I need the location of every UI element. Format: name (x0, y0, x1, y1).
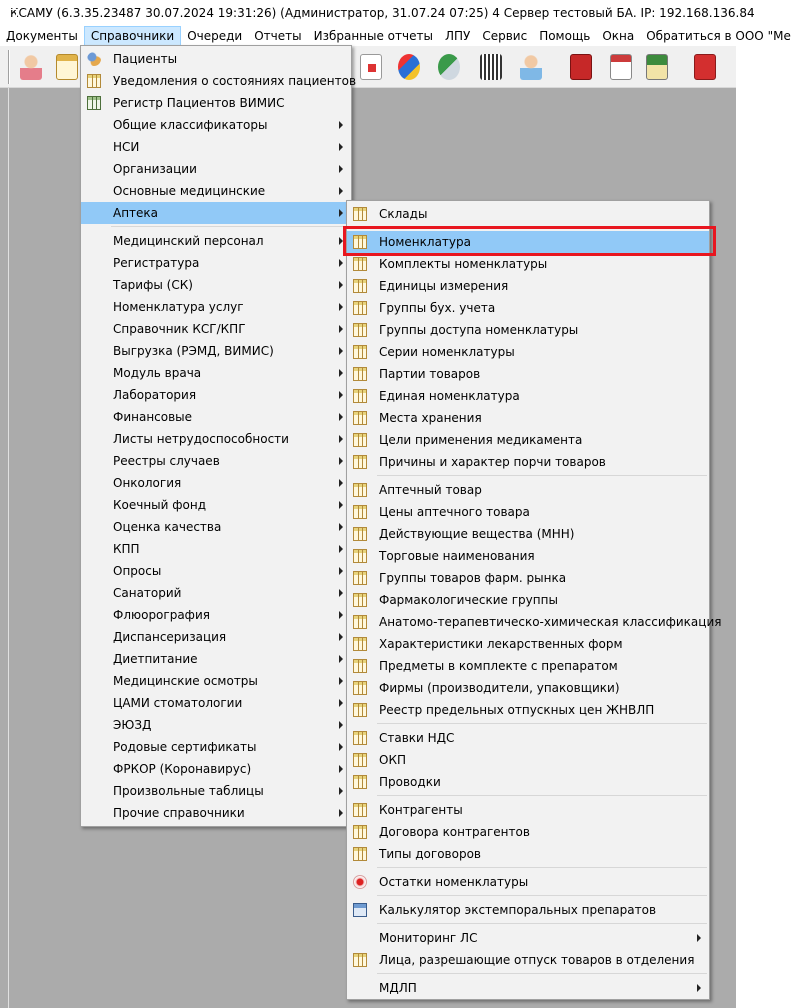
menu-item-label: Группы товаров фарм. рынка (379, 571, 567, 585)
menu-item-label: Договора контрагентов (379, 825, 530, 839)
menu-item-postings[interactable] (347, 771, 709, 793)
menu-item-label: Онкология (113, 476, 182, 490)
menu-help[interactable]: Помощь (539, 29, 591, 43)
menu-item-label: КПП (113, 542, 140, 556)
menu-bar (0, 26, 791, 46)
menu-item-label: Коечный фонд (113, 498, 207, 512)
grid-icon (353, 847, 367, 861)
grid-icon (353, 637, 367, 651)
menu-item-nomenclature[interactable] (347, 231, 709, 253)
submenu-arrow-icon (339, 281, 343, 289)
grid-icon (353, 571, 367, 585)
menu-item-label: Диетпитание (113, 652, 198, 666)
menu-item-label: Аптечный товар (379, 483, 482, 497)
menu-item-contract-types[interactable] (347, 843, 709, 865)
menu-item-label: Комплекты номенклатуры (379, 257, 548, 271)
submenu-arrow-icon (339, 787, 343, 795)
submenu-arrow-icon (339, 721, 343, 729)
submenu-arrow-icon (339, 209, 343, 217)
menu-item-label: Общие классификаторы (113, 118, 268, 132)
menu-item-nomenclature-kits[interactable] (347, 253, 709, 275)
pharmacy-submenu (346, 200, 722, 1000)
menu-item-basic-medical[interactable] (81, 180, 351, 202)
menu-item-drug-monitoring[interactable] (347, 927, 709, 949)
grid-icon (353, 527, 367, 541)
menu-item-label: Справочник КСГ/КПГ (113, 322, 246, 336)
menu-item-label: ОКП (379, 753, 406, 767)
menu-item-label: Причины и характер порчи товаров (379, 455, 606, 469)
doctor-icon[interactable] (16, 52, 46, 82)
menu-item-dosage-form-characteristics[interactable] (347, 633, 709, 655)
menu-item-label: Реестры случаев (113, 454, 220, 468)
menu-item-kpp[interactable] (81, 538, 351, 560)
menu-item-extemporaneous-calculator[interactable] (347, 899, 709, 921)
menu-item-label: Основные медицинские (113, 184, 266, 198)
submenu-arrow-icon (339, 435, 343, 443)
users-icon (87, 52, 101, 66)
menu-item-label: Лаборатория (113, 388, 197, 402)
menu-windows[interactable]: Окна (602, 29, 635, 43)
submenu-arrow-icon (339, 259, 343, 267)
menu-item-label: Анатомо-терапевтическо-химическая классификация (379, 615, 722, 629)
menu-favorite-reports[interactable]: Избранные отчеты (313, 29, 433, 43)
menu-item-trade-names[interactable] (347, 545, 709, 567)
menu-item-warehouses[interactable] (347, 203, 709, 225)
menu-item-label: Уведомления о состояниях пациентов (113, 74, 357, 88)
menu-item-pharmacological-groups[interactable] (347, 589, 709, 611)
menu-item-label: Финансовые (113, 410, 193, 424)
menu-item-label: Цены аптечного товара (379, 505, 530, 519)
barcode-scanner-icon[interactable] (476, 52, 506, 82)
submenu-arrow-icon (339, 413, 343, 421)
menu-item-label: Группы доступа номенклатуры (379, 323, 579, 337)
submenu-arrow-icon (339, 303, 343, 311)
grid-icon (353, 483, 367, 497)
grid-icon (353, 301, 367, 315)
menu-item-dispensary[interactable] (81, 626, 351, 648)
submenu-arrow-icon (339, 187, 343, 195)
grid-icon (353, 803, 367, 817)
menu-item-label: Фирмы (производители, упаковщики) (379, 681, 620, 695)
menu-item-label: Аптека (113, 206, 159, 220)
menu-contact[interactable]: Обратиться в ООО "Ме (646, 29, 791, 43)
menu-item-counterparty-contracts[interactable] (347, 821, 709, 843)
menu-item-counterparties[interactable] (347, 799, 709, 821)
submenu-arrow-icon (339, 501, 343, 509)
submenu-arrow-icon (339, 567, 343, 575)
window-title: КСАМУ (6.3.35.23487 30.07.2024 19:31:26) (Администратор, 31.07.24 07:25) 4 Сервер тестовый БА. IP: 192.168.136.84 (10, 6, 755, 20)
submenu-arrow-icon (339, 237, 343, 245)
submenu-arrow-icon (339, 479, 343, 487)
grid-icon (353, 323, 367, 337)
menu-item-unified-nomenclature[interactable] (347, 385, 709, 407)
menu-item-label: Группы бух. учета (379, 301, 496, 315)
menu-item-custom-tables[interactable] (81, 780, 351, 802)
menu-item-label: Ставки НДС (379, 731, 455, 745)
submenu-arrow-icon (339, 391, 343, 399)
menu-service[interactable]: Сервис (482, 29, 528, 43)
menu-item-label: Предметы в комплекте с препаратом (379, 659, 618, 673)
menu-item-pharma-market-groups[interactable] (347, 567, 709, 589)
submenu-arrow-icon (339, 545, 343, 553)
grid-icon (353, 257, 367, 271)
menu-item-label: Медицинский персонал (113, 234, 264, 248)
submenu-arrow-icon (339, 121, 343, 129)
menu-item-medical-staff[interactable] (81, 230, 351, 252)
grid-icon (353, 615, 367, 629)
menu-item-export[interactable] (81, 340, 351, 362)
grid-icon (353, 731, 367, 745)
menu-item-quality-assessment[interactable] (81, 516, 351, 538)
menu-item-label: Лица, разрешающие отпуск товаров в отделения (379, 953, 695, 967)
menu-item-label: Произвольные таблицы (113, 784, 264, 798)
grid-icon (353, 389, 367, 403)
menu-item-eyuzd[interactable] (81, 714, 351, 736)
menu-item-surveys[interactable] (81, 560, 351, 582)
submenu-arrow-icon (339, 809, 343, 817)
menu-item-financial[interactable] (81, 406, 351, 428)
menu-item-label: Контрагенты (379, 803, 463, 817)
menu-item-case-registries[interactable] (81, 450, 351, 472)
menu-item-pharmacy-goods[interactable] (347, 479, 709, 501)
menu-item-mdlp[interactable] (347, 977, 709, 999)
menu-documents[interactable]: Документы (6, 29, 78, 43)
menu-item-service-nomenclature[interactable] (81, 296, 351, 318)
menu-directories[interactable]: Справочники (84, 26, 181, 46)
menu-item-doctor-module[interactable] (81, 362, 351, 384)
grid-icon (353, 433, 367, 447)
submenu-arrow-icon (339, 325, 343, 333)
menu-item-series[interactable] (347, 341, 709, 363)
calculator-icon (353, 903, 367, 917)
menu-item-access-groups[interactable] (347, 319, 709, 341)
grid-icon (353, 775, 367, 789)
menu-item-label: Калькулятор экстемпоральных препаратов (379, 903, 657, 917)
menu-reports[interactable]: Отчеты (254, 29, 302, 43)
menu-item-label: Остатки номенклатуры (379, 875, 529, 889)
submenu-arrow-icon (339, 633, 343, 641)
menu-item-okp[interactable] (347, 749, 709, 771)
grid-icon (353, 549, 367, 563)
menu-item-label: Действующие вещества (МНН) (379, 527, 575, 541)
grid-icon (87, 96, 101, 110)
capsule-icon[interactable] (434, 52, 464, 82)
menu-item-label: Тарифы (СК) (113, 278, 193, 292)
menu-item-label: Цели применения медикамента (379, 433, 583, 447)
menu-item-ksg-kpg[interactable] (81, 318, 351, 340)
menu-item-label: Пациенты (113, 52, 178, 66)
menu-lpu[interactable]: ЛПУ (444, 29, 471, 43)
menu-item-pharmacy-prices[interactable] (347, 501, 709, 523)
grid-icon (353, 753, 367, 767)
submenu-arrow-icon (697, 984, 701, 992)
title-bar (0, 0, 755, 26)
menu-item-label: Единая номенклатура (379, 389, 520, 403)
pills-icon[interactable] (394, 52, 424, 82)
grid-icon (353, 593, 367, 607)
grid-icon (353, 505, 367, 519)
grid-icon (353, 703, 367, 717)
menu-item-accounting-groups[interactable] (347, 297, 709, 319)
directories-menu (80, 45, 357, 827)
menu-item-nsi[interactable] (81, 136, 351, 158)
menu-item-bed-fund[interactable] (81, 494, 351, 516)
book-icon[interactable] (566, 52, 596, 82)
menu-item-atc-classification[interactable] (347, 611, 722, 633)
grid-icon (353, 659, 367, 673)
menu-item-organizations[interactable] (81, 158, 351, 180)
menu-item-batches[interactable] (347, 363, 709, 385)
menu-item-label: Регистр Пациентов ВИМИС (113, 96, 285, 110)
grid-icon (353, 681, 367, 695)
menu-item-label: Флюорография (113, 608, 210, 622)
grid-icon (353, 953, 367, 967)
submenu-arrow-icon (339, 677, 343, 685)
menu-item-active-substances[interactable] (347, 523, 709, 545)
grid-icon (353, 411, 367, 425)
menu-item-label: Партии товаров (379, 367, 481, 381)
menu-item-units[interactable] (347, 275, 709, 297)
menu-item-label: Медицинские осмотры (113, 674, 258, 688)
submenu-arrow-icon (339, 165, 343, 173)
menu-item-frkor[interactable] (81, 758, 351, 780)
submenu-arrow-icon (697, 934, 701, 942)
menu-item-firms[interactable] (347, 677, 709, 699)
lock-document-icon[interactable] (642, 52, 672, 82)
menu-item-label: Модуль врача (113, 366, 202, 380)
menu-item-vimis-registry[interactable] (81, 92, 351, 114)
menu-item-label: Выгрузка (РЭМД, ВИМИС) (113, 344, 274, 358)
menu-item-pharmacy[interactable] (81, 202, 351, 224)
menu-item-label: Фармакологические группы (379, 593, 558, 607)
pdf-icon[interactable] (690, 52, 720, 82)
menu-item-dental-cami[interactable] (81, 692, 351, 714)
menu-item-laboratory[interactable] (81, 384, 351, 406)
menu-item-label: Мониторинг ЛС (379, 931, 478, 945)
grid-icon (353, 455, 367, 469)
nurse-icon[interactable] (516, 52, 546, 82)
menu-queues[interactable]: Очереди (187, 29, 243, 43)
stock-icon (353, 875, 367, 889)
submenu-arrow-icon (339, 699, 343, 707)
menu-item-label: МДЛП (379, 981, 417, 995)
menu-item-label: Опросы (113, 564, 162, 578)
toolbar-grip[interactable] (8, 50, 10, 84)
menu-item-medical-exams[interactable] (81, 670, 351, 692)
menu-item-label: ЭЮЗД (113, 718, 152, 732)
grid-icon (353, 279, 367, 293)
menu-item-label: Места хранения (379, 411, 482, 425)
menu-item-medication-purposes[interactable] (347, 429, 709, 451)
submenu-arrow-icon (339, 743, 343, 751)
menu-item-label: Санаторий (113, 586, 182, 600)
list-icon[interactable] (52, 52, 82, 82)
menu-item-label: Типы договоров (379, 847, 481, 861)
menu-item-label: Оценка качества (113, 520, 222, 534)
grid-icon (353, 235, 367, 249)
menu-item-label: Прочие справочники (113, 806, 245, 820)
submenu-arrow-icon (339, 457, 343, 465)
menu-item-label: ЦАМИ стоматологии (113, 696, 243, 710)
menu-item-label: Родовые сертификаты (113, 740, 257, 754)
menu-item-label: Организации (113, 162, 197, 176)
menu-item-label: Номенклатура (379, 235, 471, 249)
grid-icon (353, 825, 367, 839)
submenu-arrow-icon (339, 655, 343, 663)
menu-item-spoilage-reasons[interactable] (347, 451, 709, 473)
submenu-arrow-icon (339, 143, 343, 151)
grid-icon (87, 74, 101, 88)
menu-item-stock-balances[interactable] (347, 871, 709, 893)
menu-item-registry[interactable] (81, 252, 351, 274)
grid-icon (353, 207, 367, 221)
grid-icon (353, 367, 367, 381)
menu-item-label: Диспансеризация (113, 630, 227, 644)
menu-item-other-directories[interactable] (81, 802, 351, 824)
menu-item-storage-places[interactable] (347, 407, 709, 429)
menu-item-label: Единицы измерения (379, 279, 509, 293)
calendar-icon[interactable] (606, 52, 636, 82)
menu-item-label: Реестр предельных отпускных цен ЖНВЛП (379, 703, 655, 717)
menu-item-patients[interactable] (81, 48, 351, 70)
menu-item-diet[interactable] (81, 648, 351, 670)
menu-item-oncology[interactable] (81, 472, 351, 494)
submenu-arrow-icon (339, 589, 343, 597)
menu-item-vat-rates[interactable] (347, 727, 709, 749)
submenu-arrow-icon (339, 369, 343, 377)
menu-item-label: Проводки (379, 775, 441, 789)
menu-item-release-authorized-persons[interactable] (347, 949, 709, 971)
menu-item-fluorography[interactable] (81, 604, 351, 626)
menu-item-label: Листы нетрудоспособности (113, 432, 289, 446)
menu-item-kit-items[interactable] (347, 655, 709, 677)
medical-card-icon[interactable] (356, 52, 386, 82)
menu-item-birth-certificates[interactable] (81, 736, 351, 758)
menu-item-tariffs[interactable] (81, 274, 351, 296)
submenu-arrow-icon (339, 523, 343, 531)
menu-item-label: НСИ (113, 140, 140, 154)
menu-item-general-classifiers[interactable] (81, 114, 351, 136)
menu-item-zhnvlp-registry[interactable] (347, 699, 709, 721)
menu-item-label: Номенклатура услуг (113, 300, 244, 314)
menu-item-label: Характеристики лекарственных форм (379, 637, 623, 651)
menu-item-patient-notifications[interactable] (81, 70, 357, 92)
menu-item-sick-leave[interactable] (81, 428, 351, 450)
menu-item-label: Торговые наименования (379, 549, 535, 563)
menu-item-label: Серии номенклатуры (379, 345, 515, 359)
submenu-arrow-icon (339, 611, 343, 619)
grid-icon (353, 345, 367, 359)
menu-item-label: Склады (379, 207, 428, 221)
menu-item-sanatorium[interactable] (81, 582, 351, 604)
menu-item-label: Регистратура (113, 256, 200, 270)
menu-item-label: ФРКОР (Коронавирус) (113, 762, 252, 776)
submenu-arrow-icon (339, 347, 343, 355)
submenu-arrow-icon (339, 765, 343, 773)
